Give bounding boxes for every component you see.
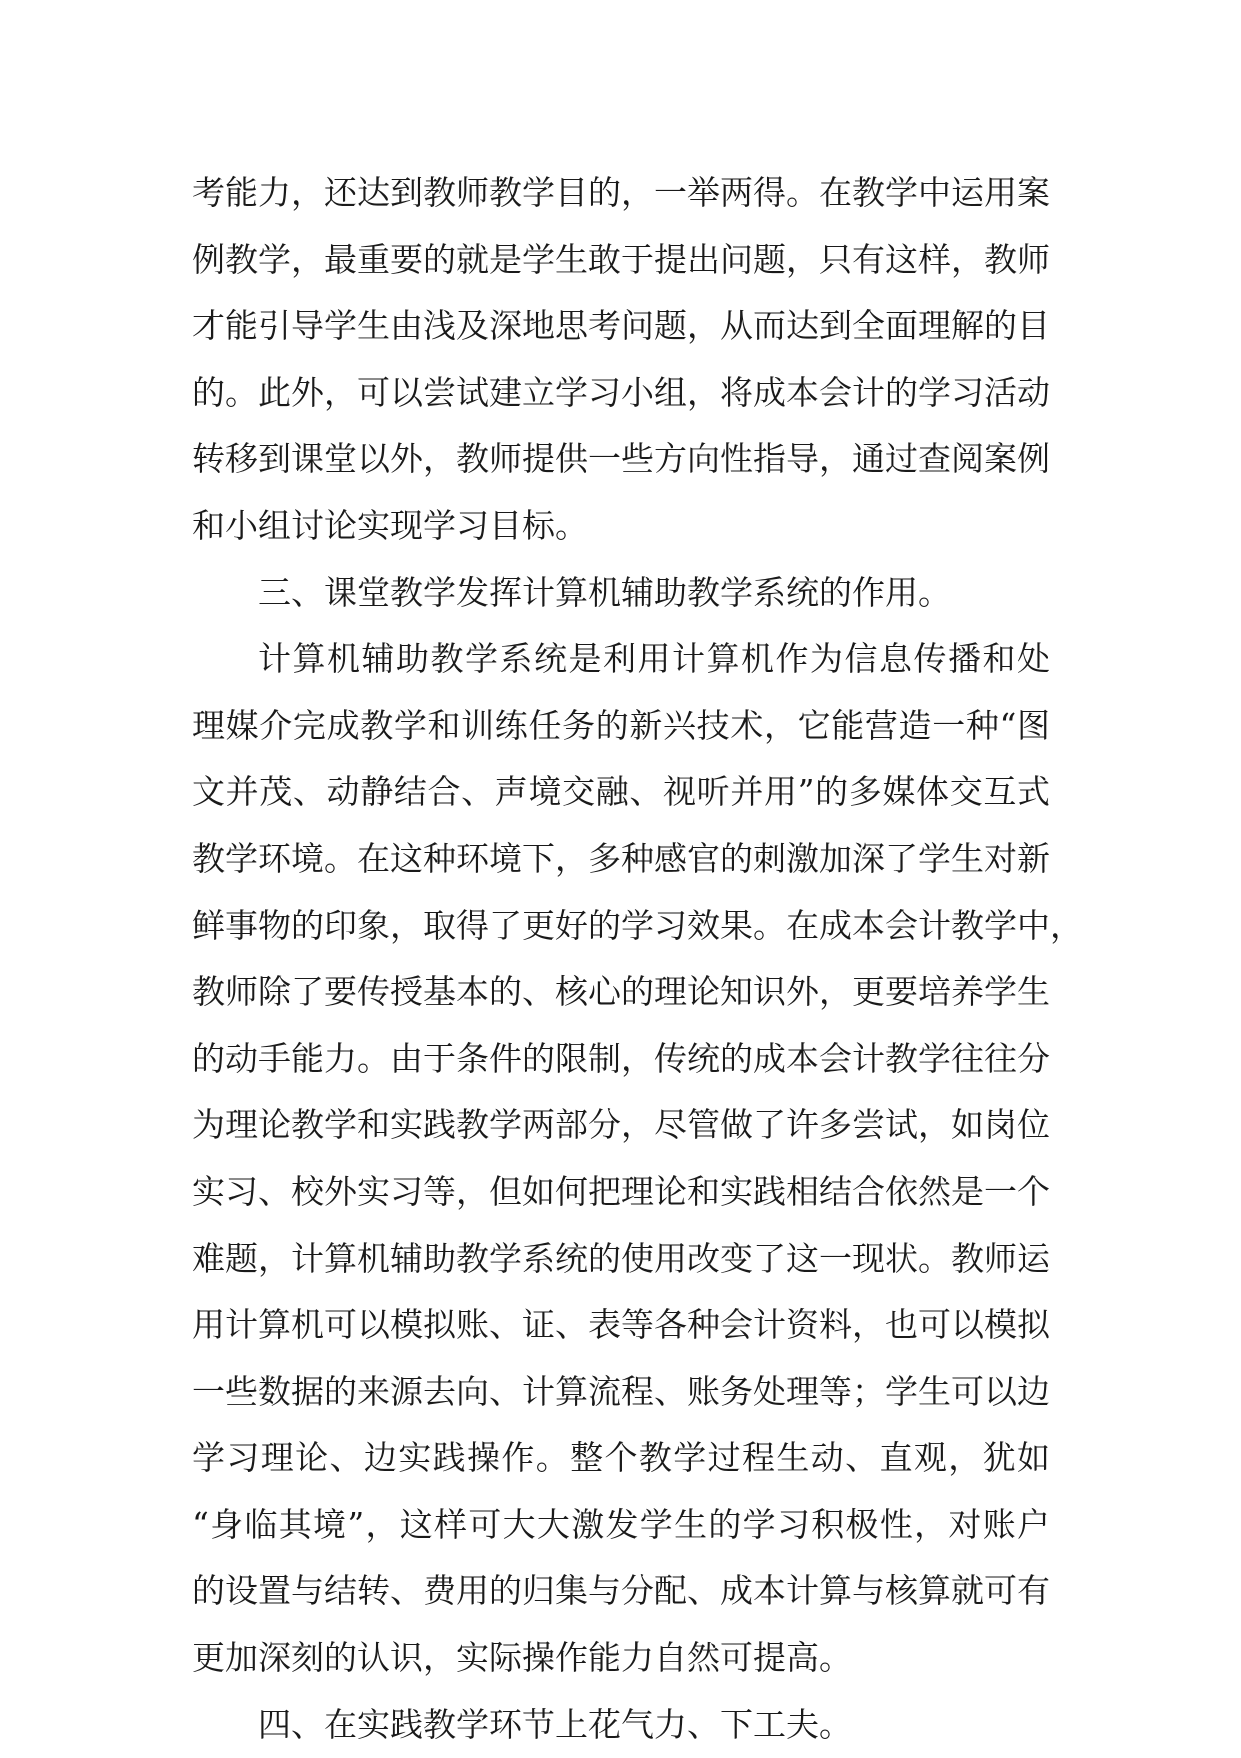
- text-line: 的动手能力。由于条件的限制，传统的成本会计教学往往分: [192, 1038, 1050, 1078]
- text-line: 计算机辅助教学系统是利用计算机作为信息传播和处: [258, 639, 1050, 679]
- body-text: [192, 160, 1083, 1758]
- text-line: 例教学，最重要的就是学生敢于提出问题，只有这样，教师: [192, 239, 1050, 279]
- text-line: 四、在实践教学环节上花气力、下工夫。: [258, 1704, 852, 1744]
- text-line: 才能引导学生由浅及深地思考问题，从而达到全面理解的目: [192, 306, 1050, 346]
- text-line: 文并茂、动静结合、声境交融、视听并用”的多媒体交互式: [192, 772, 1050, 812]
- text-line: 的设置与结转、费用的归集与分配、成本计算与核算就可有: [192, 1571, 1050, 1611]
- text-line: 理媒介完成教学和训练任务的新兴技术，它能营造一种“图: [192, 705, 1050, 745]
- text-line: 难题，计算机辅助教学系统的使用改变了这一现状。教师运: [192, 1238, 1050, 1278]
- text-line: 学习理论、边实践操作。整个教学过程生动、直观，犹如: [192, 1438, 1050, 1478]
- text-line: 三、课堂教学发挥计算机辅助教学系统的作用。: [258, 572, 951, 612]
- text-line: 转移到课堂以外，教师提供一些方向性指导，通过查阅案例: [192, 439, 1050, 479]
- text-line: 为理论教学和实践教学两部分，尽管做了许多尝试，如岗位: [192, 1105, 1050, 1145]
- text-line: “身临其境”，这样可大大激发学生的学习积极性，对账户: [192, 1504, 1050, 1544]
- text-line: 一些数据的来源去向、计算流程、账务处理等；学生可以边: [192, 1371, 1050, 1411]
- text-line: 用计算机可以模拟账、证、表等各种会计资料，也可以模拟: [192, 1305, 1050, 1345]
- text-line: 考能力，还达到教师教学目的，一举两得。在教学中运用案: [192, 173, 1050, 212]
- text-line: 的。此外，可以尝试建立学习小组，将成本会计的学习活动: [192, 372, 1050, 412]
- text-line: 更加深刻的认识，实际操作能力自然可提高。: [192, 1638, 852, 1678]
- text-line: 教师除了要传授基本的、核心的理论知识外，更要培养学生: [192, 972, 1050, 1012]
- text-line: 和小组讨论实现学习目标。: [192, 505, 588, 545]
- text-line: 鲜事物的印象，取得了更好的学习效果。在成本会计教学中，: [192, 905, 1083, 945]
- text-line: 实习、校外实习等，但如何把理论和实践相结合依然是一个: [192, 1171, 1050, 1211]
- text-line: 教学环境。在这种环境下，多种感官的刺激加深了学生对新: [192, 838, 1050, 878]
